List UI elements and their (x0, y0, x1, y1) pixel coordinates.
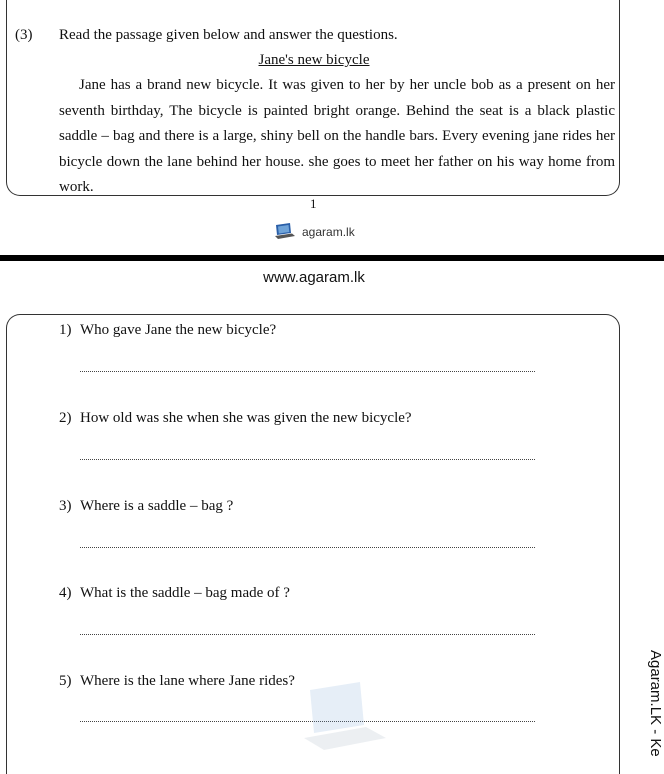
laptop-watermark-icon (300, 680, 390, 757)
question-2-number: 2) (59, 410, 72, 426)
passage-title: Jane's new bicycle (258, 52, 370, 68)
question-number: (3) (15, 27, 33, 43)
answer-line-2[interactable] (80, 458, 535, 460)
question-4 (59, 585, 290, 602)
question-5-text: Where is the lane where Jane rides? (80, 673, 295, 689)
answer-line-4[interactable] (80, 633, 535, 635)
logo-text: agaram.lk (302, 225, 355, 239)
question-3-number: 3) (59, 498, 72, 514)
question-4-text: What is the saddle – bag made of ? (80, 585, 290, 601)
laptop-logo-icon (274, 222, 296, 243)
question-1-number: 1) (59, 322, 72, 338)
instruction: Read the passage given below and answer the questions. (59, 27, 398, 43)
question-3 (59, 498, 233, 515)
page-number: 1 (310, 196, 317, 211)
question-1 (59, 322, 276, 339)
agaram-logo (274, 222, 355, 242)
page-separator (0, 255, 664, 261)
passage-body: Jane has a brand new bicycle. It was given to her by her uncle bob as a present on her seventh birthday, The bicycle is painted bright orange. Behind the seat is a black plastic saddle – bag and there is a large, shiny bell on the handle bars. Every evening jane rides her bicycle down the lane behind her house. she goes to meet her father on his way home from work. (59, 77, 615, 195)
passage-text (59, 73, 615, 201)
answer-line-1[interactable] (80, 370, 535, 372)
question-5 (59, 673, 295, 690)
answer-line-3[interactable] (80, 546, 535, 548)
question-3-text: Where is a saddle – bag ? (80, 498, 234, 514)
question-4-number: 4) (59, 585, 72, 601)
question-5-number: 5) (59, 673, 72, 689)
website-url: www.agaram.lk (263, 269, 365, 286)
question-2-text: How old was she when she was given the new bicycle? (80, 410, 412, 426)
side-watermark-text: Agaram.LK - Ke (647, 650, 664, 757)
question-2 (59, 410, 412, 427)
question-1-text: Who gave Jane the new bicycle? (80, 322, 277, 338)
